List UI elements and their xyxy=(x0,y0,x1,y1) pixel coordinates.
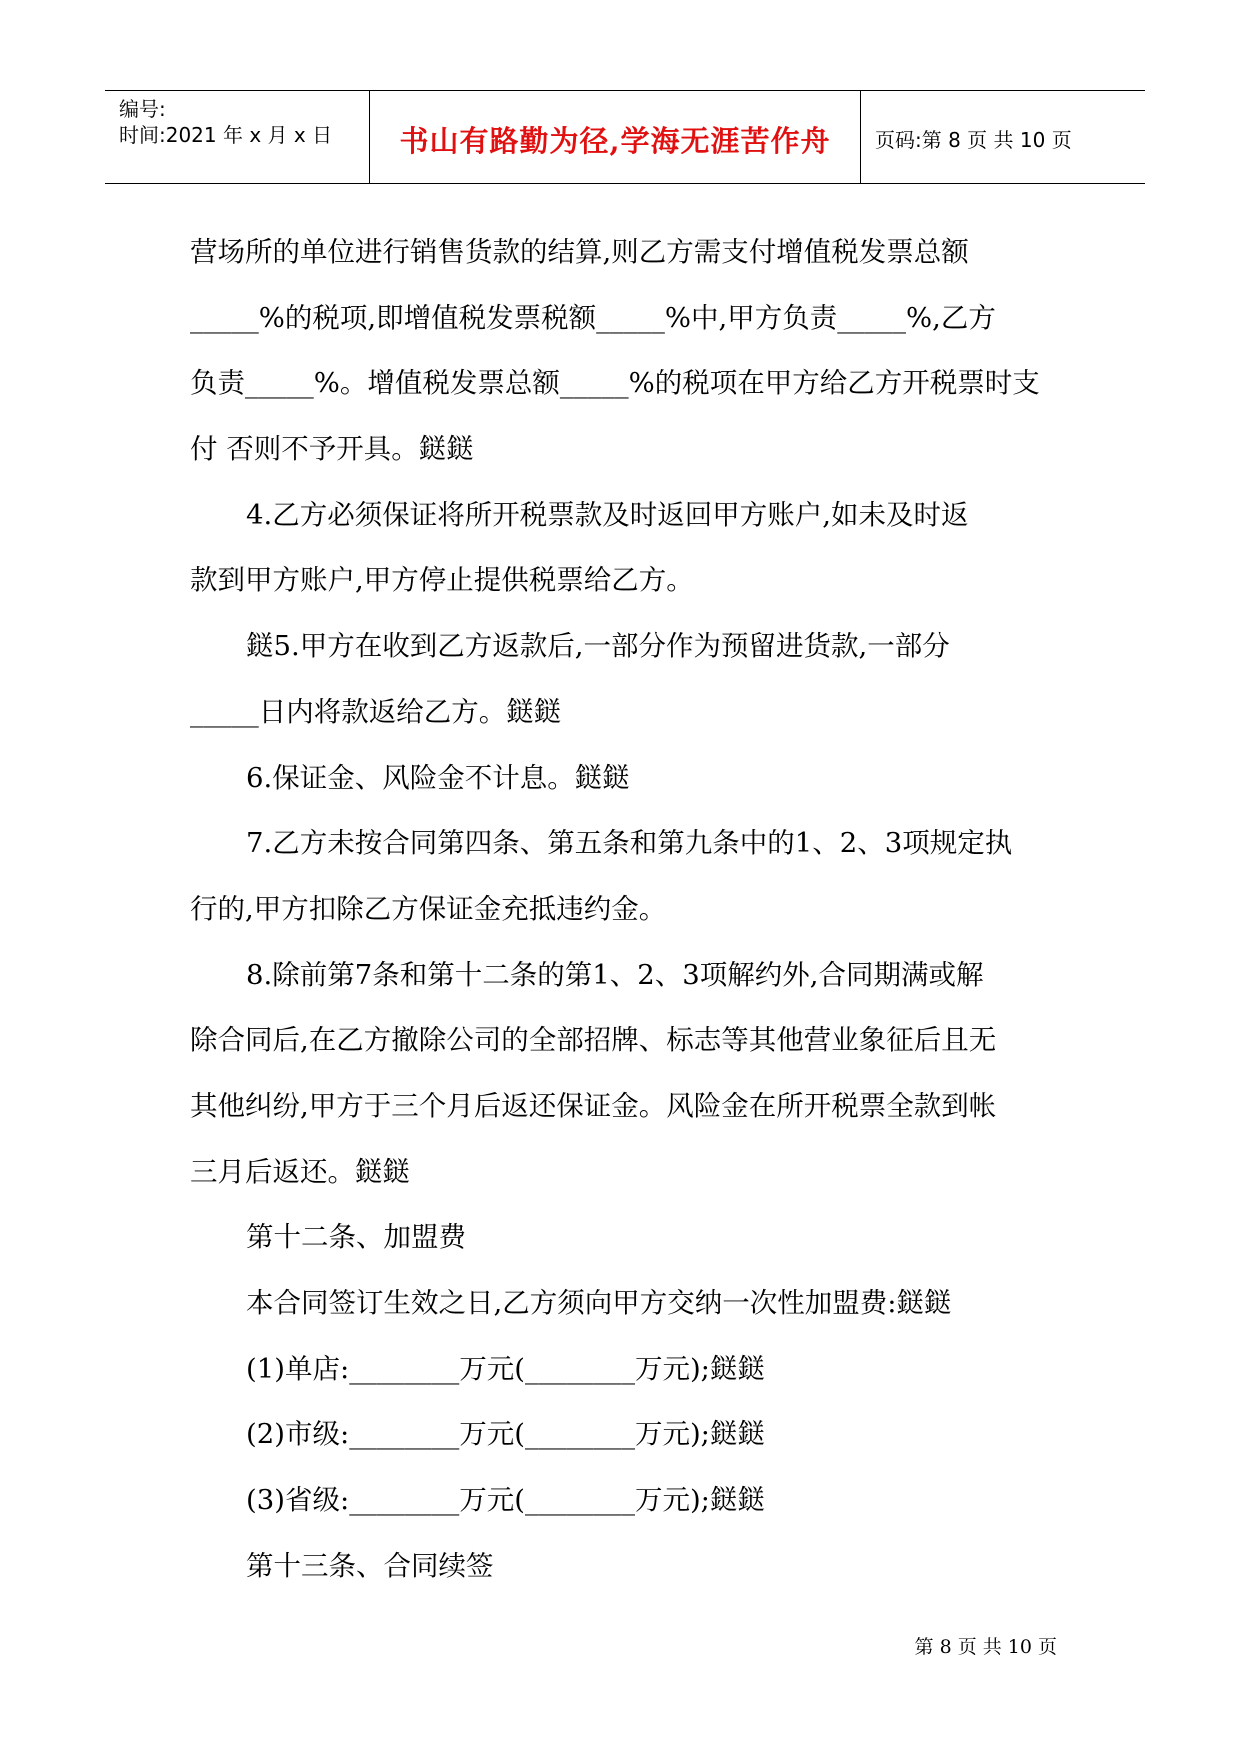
text-line: 本合同签订生效之日,乙方须向甲方交纳一次性加盟费:鎹鎹 xyxy=(246,1287,952,1319)
text-line: 7.乙方未按合同第四条、第五条和第九条中的1、2、3项规定执 xyxy=(246,827,1013,860)
text-line: 鎹5.甲方在收到乙方返款后,一部分作为预留进货款,一部分 xyxy=(246,630,950,663)
page-footer: 第 8 页 共 10 页 xyxy=(914,1636,1057,1658)
header-motto: 书山有路勤为径,学海无涯苦作舟 xyxy=(399,124,831,158)
page-header xyxy=(105,90,1145,184)
section-heading: 第十二条、加盟费 xyxy=(246,1221,466,1254)
section-heading: 第十三条、合同续签 xyxy=(246,1549,494,1582)
list-item: (1)单店:________万元(________万元);鎹鎹 xyxy=(246,1352,765,1385)
text-line: 行的,甲方扣除乙方保证金充抵违约金。 xyxy=(190,892,667,925)
text-line: 付 否则不予开具。鎹鎹 xyxy=(190,433,474,466)
document-time-label: 时间:2021 年 x 月 x 日 xyxy=(119,123,333,147)
document-number-label: 编号: xyxy=(119,97,166,121)
text-line: 负责_____%。增值税发票总额_____%的税项在甲方给乙方开税票时支 xyxy=(190,367,1040,400)
list-item: (3)省级:________万元(________万元);鎹鎹 xyxy=(246,1484,765,1517)
text-line: 其他纠纷,甲方于三个月后返还保证金。风险金在所开税票全款到帐 xyxy=(190,1089,997,1122)
document-body xyxy=(190,220,1060,1599)
text-line: 6.保证金、风险金不计息。鎹鎹 xyxy=(246,761,630,794)
list-item: (2)市级:________万元(________万元);鎹鎹 xyxy=(246,1418,765,1451)
text-line: 营场所的单位进行销售货款的结算,则乙方需支付增值税发票总额 xyxy=(190,236,969,268)
text-line: 除合同后,在乙方撤除公司的全部招牌、标志等其他营业象征后且无 xyxy=(190,1024,997,1057)
text-line: 款到甲方账户,甲方停止提供税票给乙方。 xyxy=(190,564,694,597)
text-line: 8.除前第7条和第十二条的第1、2、3项解约外,合同期满或解 xyxy=(246,958,984,991)
text-line: 4.乙方必须保证将所开税票款及时返回甲方账户,如未及时返 xyxy=(246,498,969,531)
text-line: _____%的税项,即增值税发票税额_____%中,甲方负责_____%,乙方 xyxy=(190,301,996,334)
header-motto-cell xyxy=(370,91,861,183)
header-info-cell xyxy=(105,91,370,183)
header-page-code: 页码:第 8 页 共 10 页 xyxy=(875,128,1072,152)
text-line: 三月后返还。鎹鎹 xyxy=(190,1155,410,1188)
header-page-cell xyxy=(861,91,1145,183)
text-line: _____日内将款返给乙方。鎹鎹 xyxy=(190,695,562,728)
